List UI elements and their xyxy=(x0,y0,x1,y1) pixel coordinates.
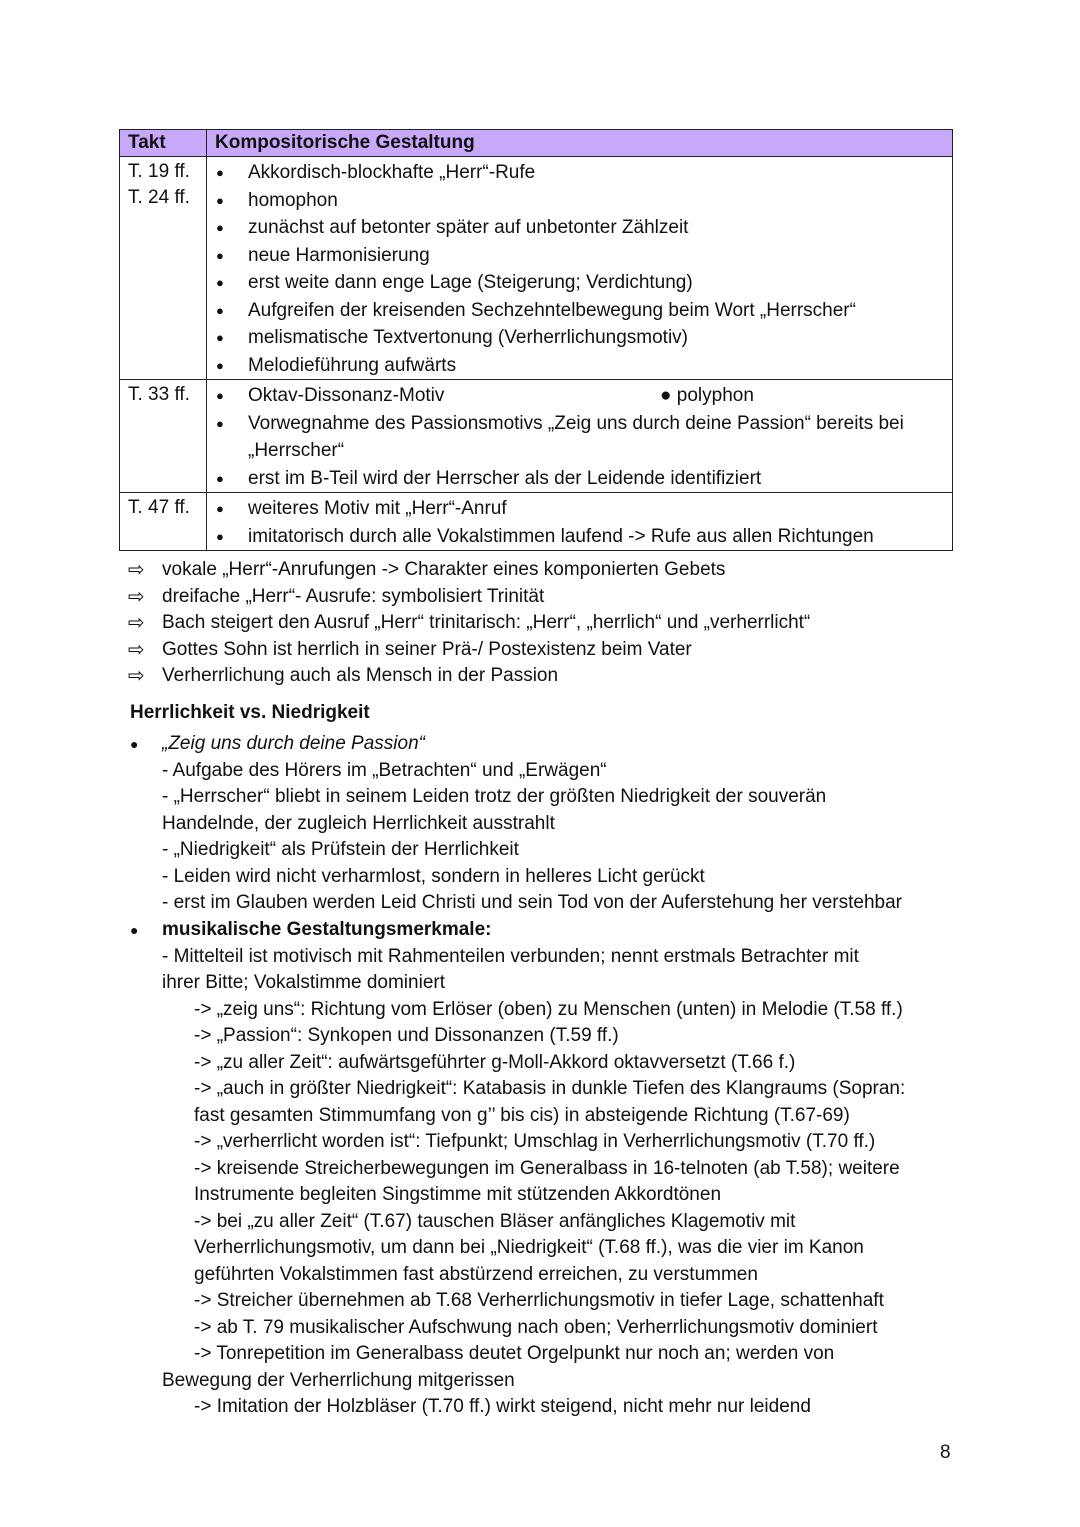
arrow-item: ⇨ vokale „Herr“-Anrufungen -> Charakter eines komponierten Gebets xyxy=(128,557,968,584)
bullet-title: „Zeig uns durch deine Passion“ xyxy=(162,733,425,754)
header-takt: Takt xyxy=(120,130,207,157)
bullet-passion: ● „Zeig uns durch deine Passion“ - Aufgabe des Hörers im „Betrachten“ und „Erwägen“ - „Herrscher“ bliebt in seinem Leiden trotz der größten Niedrigkeit der souverän Handelnde, der zugleich Herrlichkeit ausstrahlt - „Niedrigkeit“ als Prüfstein der Herrlichkeit - Leiden wird nicht verharmlost, sondern in helleres Licht gerückt - erst im Glauben werden Leid Christi und sein Tod von der Auferstehung her verstehbar xyxy=(130,731,960,917)
bullet-musikalisch: ● musikalische Gestaltungsmerkmale: - Mittelteil ist motivisch mit Rahmenteilen verbunden; nennt erstmals Betrachter mit ihrer Bitte; Vokalstimme dominiert -> „zeig uns“: Richtung vom Erlöser (oben) zu Menschen (unten) in Melodie (T.58 ff.) -> „Passion“: Synkopen und Dissonanzen (T.59 ff.) -> „zu aller Zeit“: aufwärtsgeführter g-Moll-Akkord oktavversetzt (T.66 f.) -> „auch in größter Niedrigkeit“: Katabasis in dunkle Tiefen des Klangraums (Sopran: fast gesamten Stimmumfang von g’’ bis cis) in absteigende Richtung (T.67-69) -> „verherrlicht worden ist“: Tiefpunkt; Umschlag in Verherrlichungsmotiv (T.70 ff.) -> kreisende Streicherbewegungen im Generalbass in 16-telnoten (ab T.58); weitere Instrumente begleiten Singstimme mit stützenden Akkordtönen -> bei „zu aller Zeit“ (T.67) tauschen Bläser anfängliches Klagemotiv mit Verherrlichungsmotiv, um dann bei „Niedrigkeit“ (T.68 ff.), was die vier im Kanon geführten Vokalstimmen fast abstürzend erreichen, zu verstummen -> Streicher übernehmen ab T.68 Verherrlichungsmotiv in tiefer Lage, schattenhaft -> ab T. 79 musikalischer Aufschwung nach oben; Verherrlichungsmotiv dominiert -> Tonrepetition im Generalbass deutet Orgelpunkt nur noch an; werden von Bewegung der Verherrlichung mitgerissen -> Imitation der Holzbläser (T.70 ff.) wirkt steigend, nicht mehr nur leidend xyxy=(130,917,960,1421)
list-item: ● Aufgreifen der kreisenden Sechzehntelbewegung beim Wort „Herrscher“ xyxy=(207,297,952,325)
list-item: ● erst im B-Teil wird der Herrscher als der Leidende identifiziert xyxy=(207,465,952,493)
table-row xyxy=(120,493,953,551)
gestaltung-cell xyxy=(207,380,953,493)
list-item: ● homophon xyxy=(207,187,952,215)
list-item: ● Oktav-Dissonanz-Motiv ● polyphon xyxy=(207,382,952,410)
table-header-row xyxy=(120,130,953,157)
gestaltung-cell xyxy=(207,493,953,551)
list-item: ● Vorwegnahme des Passionsmotivs „Zeig uns durch deine Passion“ bereits bei „Herrscher“ xyxy=(207,410,952,465)
bullet-icon: ● xyxy=(130,736,139,752)
arrow-item: ⇨ Gottes Sohn ist herrlich in seiner Prä-/ Postexistenz beim Vater xyxy=(128,637,968,664)
bullet-title: musikalische Gestaltungsmerkmale: xyxy=(162,919,492,940)
list-item: ● erst weite dann enge Lage (Steigerung; Verdichtung) xyxy=(207,269,952,297)
list-item: ● weiteres Motiv mit „Herr“-Anruf xyxy=(207,495,952,523)
section-heading: Herrlichkeit vs. Niedrigkeit xyxy=(130,702,370,723)
arrow-item: ⇨ dreifache „Herr“- Ausrufe: symbolisiert Trinität xyxy=(128,584,968,611)
table-row xyxy=(120,380,953,493)
arrow-list xyxy=(128,557,968,690)
list-item: ● Melodieführung aufwärts xyxy=(207,352,952,380)
takt-cell: T. 33 ff. xyxy=(120,380,207,493)
list-item: ● neue Harmonisierung xyxy=(207,242,952,270)
takt-table xyxy=(119,129,953,551)
arrow-item: ⇨ Verherrlichung auch als Mensch in der Passion xyxy=(128,663,968,690)
arrow-item: ⇨ Bach steigert den Ausruf „Herr“ trinitarisch: „Herr“, „herrlich“ und „verherrlicht“ xyxy=(128,610,968,637)
table-row xyxy=(120,157,953,380)
takt-cell: T. 19 ff. T. 24 ff. xyxy=(120,157,207,380)
list-item: ● Akkordisch-blockhafte „Herr“-Rufe xyxy=(207,159,952,187)
list-item: ● zunächst auf betonter später auf unbetonter Zählzeit xyxy=(207,214,952,242)
gestaltung-cell xyxy=(207,157,953,380)
page-number: 8 xyxy=(940,1442,951,1463)
bullet-icon: ● xyxy=(130,922,139,938)
list-item: ● melismatische Textvertonung (Verherrlichungsmotiv) xyxy=(207,324,952,352)
header-gestaltung: Kompositorische Gestaltung xyxy=(207,130,953,157)
takt-cell: T. 47 ff. xyxy=(120,493,207,551)
list-item: ● imitatorisch durch alle Vokalstimmen laufend -> Rufe aus allen Richtungen xyxy=(207,523,952,551)
